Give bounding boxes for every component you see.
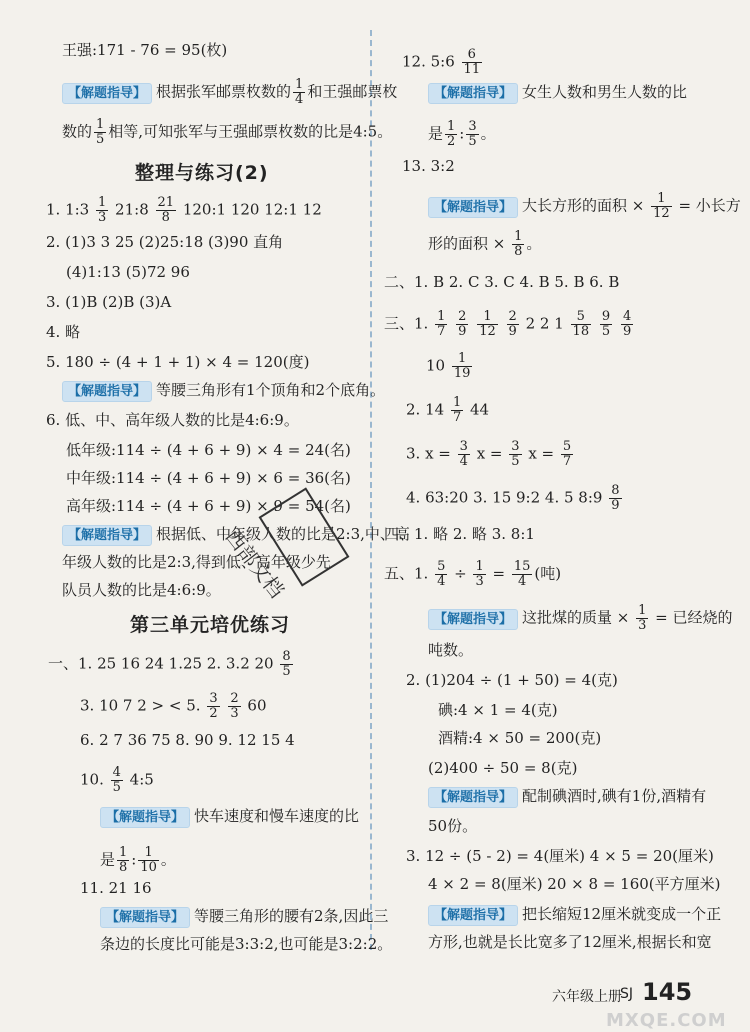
- answer-line: 三、1. $\frac{1}{7}$ $\frac{2}{9}$ $\frac{1}{12}$ $\frac{2}{9}$ 2 2 1 $\frac{5}{18}$ $\frac{9}{5}$ $\frac{4}{9}$: [384, 309, 632, 339]
- guide-tag: 【解题指导】: [100, 907, 190, 928]
- column-divider: [370, 30, 372, 950]
- guide-line: 【解题指导】 女生人数和男生人数的比: [428, 82, 687, 104]
- guide-tag: 【解题指导】: [428, 83, 518, 104]
- answer-line: 3. x = $\frac{3}{4}$ x = $\frac{3}{5}$ x = $\frac{5}{7}$: [406, 439, 572, 469]
- guide-line: 【解题指导】 等腰三角形的腰有2条,因此三: [100, 906, 388, 928]
- edition-code: SJ: [620, 986, 634, 1002]
- answer-line: 3. 12 ÷ (5 - 2) = 4(厘米) 4 × 5 = 20(厘米): [406, 847, 714, 865]
- answer-line: 3. 10 7 2 > < 5. $\frac{3}{2}$ $\frac{2}{3}$ 60: [80, 691, 267, 721]
- grade-label: 六年级上册: [552, 989, 622, 1005]
- site-watermark: MXQE.COM: [606, 1010, 727, 1031]
- guide-line: 【解题指导】 快车速度和慢车速度的比: [100, 806, 359, 828]
- guide-line: 【解题指导】 根据低、中年级人数的比是2:3,中、高: [62, 524, 410, 546]
- answer-line: 6. 2 7 36 75 8. 90 9. 12 15 4: [80, 731, 295, 749]
- answer-line: 四、1. 略 2. 略 3. 8:1: [384, 525, 535, 543]
- guide-line: 【解题指导】 等腰三角形有1个顶角和2个底角。: [62, 380, 385, 402]
- answer-line: 3. (1)B (2)B (3)A: [46, 293, 172, 311]
- page-number: 145: [642, 978, 693, 1006]
- answer-line: 12. 5:6 $\frac{6}{11}$: [402, 47, 481, 77]
- guide-line: 50份。: [428, 817, 478, 835]
- answer-line: 2. (1)3 3 25 (2)25:18 (3)90 直角: [46, 233, 284, 251]
- answer-line: 高年级:114 ÷ (4 + 6 + 9) × 9 = 54(名): [66, 497, 351, 515]
- answer-line: 低年级:114 ÷ (4 + 6 + 9) × 4 = 24(名): [66, 441, 351, 459]
- guide-line: 【解题指导】 把长缩短12厘米就变成一个正: [428, 904, 721, 926]
- guide-tag: 【解题指导】: [62, 381, 152, 402]
- guide-line: 条边的长度比可能是3:3:2,也可能是3:2:2。: [100, 935, 393, 953]
- guide-line: 【解题指导】 这批煤的质量 × $\frac{1}{3}$ = 已经烧的: [428, 604, 733, 633]
- guide-line: 【解题指导】 大长方形的面积 × $\frac{1}{12}$ = 小长方: [428, 192, 741, 221]
- guide-line: 【解题指导】 根据张军邮票枚数的 $\frac{1}{4}$ 和王强邮票枚: [62, 78, 397, 107]
- guide-tag: 【解题指导】: [62, 525, 152, 546]
- answer-line: 二、1. B 2. C 3. C 4. B 5. B 6. B: [384, 273, 620, 291]
- answer-line: 11. 21 16: [80, 879, 152, 897]
- answer-line: 5. 180 ÷ (4 + 1 + 1) × 4 = 120(度): [46, 353, 310, 371]
- answer-line: 酒精:4 × 50 = 200(克): [438, 729, 602, 747]
- guide-line: 【解题指导】 配制碘酒时,碘有1份,酒精有: [428, 786, 706, 808]
- answer-line: 13. 3:2: [402, 157, 455, 175]
- guide-tag: 【解题指导】: [428, 197, 518, 218]
- answer-line: 2. 14 $\frac{1}{7}$ 44: [406, 395, 490, 425]
- guide-line: 是 $\frac{1}{8}$ : $\frac{1}{10}$ 。: [100, 845, 176, 875]
- guide-line: 是 $\frac{1}{2}$ : $\frac{3}{5}$ 。: [428, 119, 496, 149]
- answer-line: 4. 略: [46, 323, 81, 341]
- guide-line: 队员人数的比是4:6:9。: [62, 581, 221, 599]
- answer-line: 碘:4 × 1 = 4(克): [438, 701, 558, 719]
- answer-line: 2. (1)204 ÷ (1 + 50) = 4(克): [406, 671, 618, 689]
- answer-line: 1. 1:3 $\frac{1}{3}$ 21:8 $\frac{21}{8}$ 120:1 120 12:1 12: [46, 195, 322, 225]
- guide-line: 数的 $\frac{1}{5}$ 相等,可知张军与王强邮票枚数的比是4:5。: [62, 117, 393, 147]
- guide-tag: 【解题指导】: [428, 609, 518, 630]
- guide-line: 方形,也就是长比宽多了12厘米,根据长和宽: [428, 933, 712, 951]
- answer-line: (4)1:13 (5)72 96: [66, 263, 190, 281]
- guide-tag: 【解题指导】: [62, 83, 152, 104]
- guide-tag: 【解题指导】: [100, 807, 190, 828]
- answer-line: 4 × 2 = 8(厘米) 20 × 8 = 160(平方厘米): [428, 875, 721, 893]
- answer-line: 五、1. $\frac{5}{4}$ ÷ $\frac{1}{3}$ = $\frac{15}{4}$ (吨): [384, 559, 562, 589]
- guide-line: 形的面积 × $\frac{1}{8}$ 。: [428, 229, 542, 259]
- answer-line: (2)400 ÷ 50 = 8(克): [428, 759, 578, 777]
- answer-line: 6. 低、中、高年级人数的比是4:6:9。: [46, 411, 299, 429]
- stamp-watermark-text: 西部文档: [220, 524, 289, 603]
- guide-line: 年级人数的比是2:3,得到低、高年级少先: [62, 553, 331, 571]
- guide-tag: 【解题指导】: [428, 905, 518, 926]
- answer-line: 4. 63:20 3. 15 9:2 4. 5 8:9 $\frac{8}{9}$: [406, 483, 620, 513]
- answer-line: 10. $\frac{4}{5}$ 4:5: [80, 765, 154, 795]
- guide-tag: 【解题指导】: [428, 787, 518, 808]
- answer-line: 一、1. 25 16 24 1.25 2. 3.2 20 $\frac{8}{5}$: [48, 649, 291, 679]
- answer-line: 10 $\frac{1}{19}$: [426, 351, 471, 381]
- answer-line: 中年级:114 ÷ (4 + 6 + 9) × 6 = 36(名): [66, 469, 351, 487]
- answer-line: 王强:171 - 76 = 95(枚): [62, 41, 228, 59]
- section-title: 整理与练习(2): [135, 162, 269, 184]
- section-title: 第三单元培优练习: [130, 614, 291, 636]
- guide-line: 吨数。: [428, 641, 474, 659]
